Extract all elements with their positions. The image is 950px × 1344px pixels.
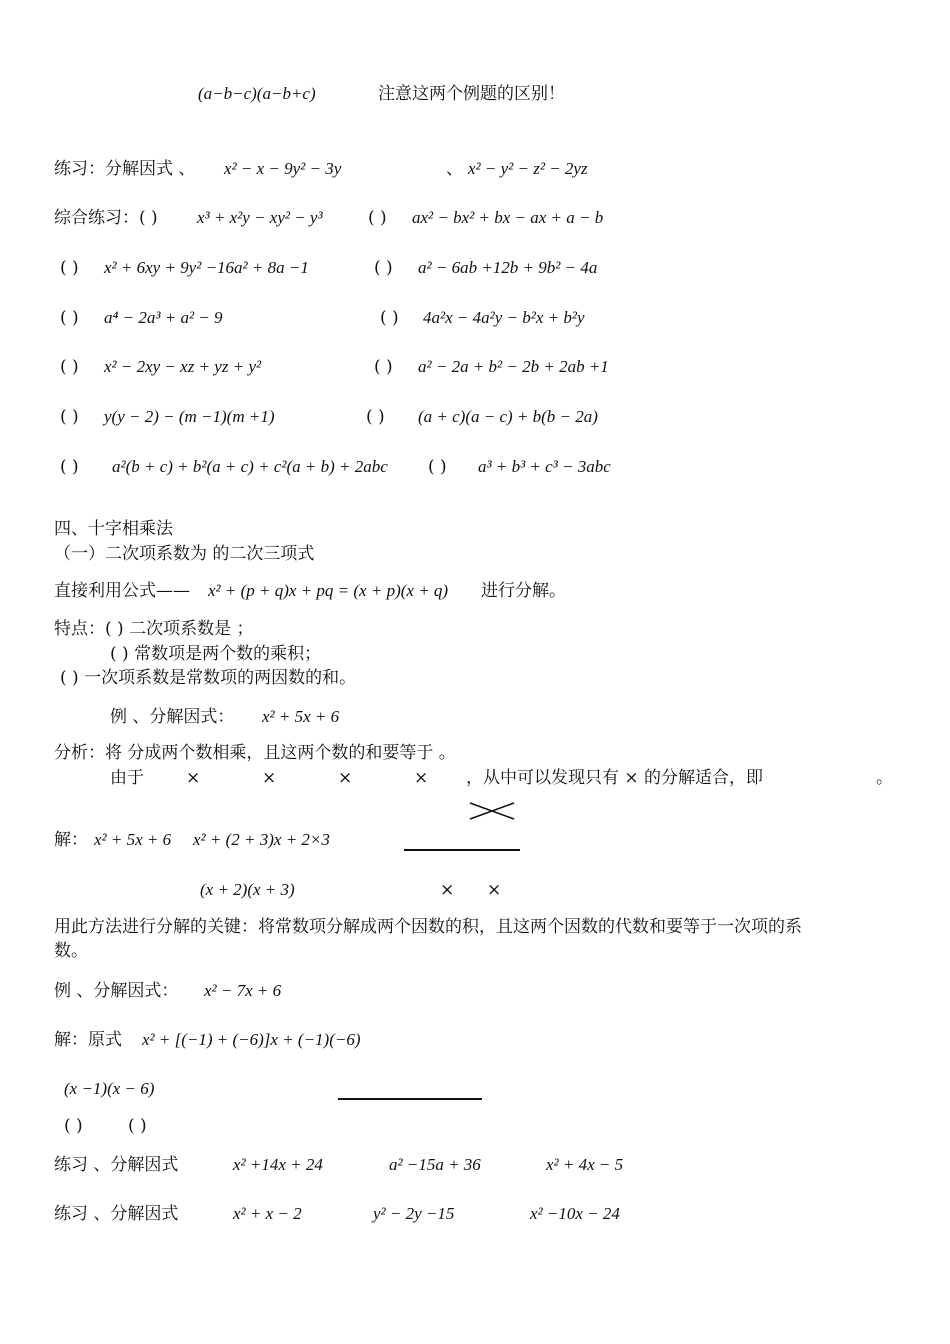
problem-4: a² − 6ab +12b + 9b² − 4a bbox=[418, 258, 598, 277]
blank-paren-1: ( ) bbox=[64, 1116, 83, 1136]
problem-12-label: ( ) bbox=[428, 457, 447, 477]
problem-6: 4a²x − 4a²y − b²x + b²y bbox=[423, 308, 585, 327]
example-2-label: 例 、分解因式： bbox=[54, 981, 179, 1001]
feature-2: ( ) 常数项是两个数的乘积； bbox=[110, 644, 322, 664]
problem-8: a² − 2a + b² − 2b + 2ab +1 bbox=[418, 357, 609, 376]
example-1-label: 例 、分解因式： bbox=[110, 707, 235, 727]
example-expression: (a−b−c)(a−b+c) bbox=[198, 84, 316, 103]
exercise-sep: 、 bbox=[446, 159, 463, 179]
solution-2-result: (x −1)(x − 6) bbox=[64, 1079, 155, 1098]
problem-10: (a + c)(a − c) + b(b − 2a) bbox=[418, 407, 598, 426]
formula: x² + (p + q)x + pq = (x + p)(x + q) bbox=[208, 581, 449, 600]
problem-1: x³ + x²y − xy² − y³ bbox=[197, 208, 323, 227]
practice-2-expr-2: y² − 2y −15 bbox=[373, 1204, 455, 1223]
solution-2-step: x² + [(−1) + (−6)]x + (−1)(−6) bbox=[142, 1030, 361, 1049]
problem-7: x² − 2xy − xz + yz + y² bbox=[104, 357, 262, 376]
problem-12: a³ + b³ + c³ − 3abc bbox=[478, 457, 611, 476]
practice-2-label: 练习 、分解因式 bbox=[54, 1204, 179, 1224]
solution-step: x² + (2 + 3)x + 2×3 bbox=[193, 830, 330, 849]
subsection-heading: （一）二次项系数为 的二次三项式 bbox=[54, 544, 315, 564]
formula-tail: 进行分解。 bbox=[481, 581, 566, 601]
exercise-expr-2: x² − y² − z² − 2yz bbox=[468, 159, 588, 178]
key-point-tail: 数。 bbox=[54, 941, 88, 961]
problem-11: a²(b + c) + b²(a + c) + c²(a + b) + 2abc bbox=[112, 457, 388, 476]
times-sign: × bbox=[440, 880, 455, 900]
times-sign: × bbox=[338, 768, 353, 788]
because-text: 由于 bbox=[110, 768, 144, 788]
practice-1-expr-2: a² −15a + 36 bbox=[389, 1155, 481, 1174]
key-point-text: 用此方法进行分解的关键：将常数项分解成两个因数的积，且这两个因数的代数和要等于一次项的系 bbox=[54, 917, 802, 937]
problem-8-label: ( ) bbox=[374, 357, 393, 377]
example-2-expr: x² − 7x + 6 bbox=[204, 981, 282, 1000]
cross-multiplication-diagram bbox=[469, 801, 515, 821]
feature-3: ( ) 一次项系数是常数项的两因数的和。 bbox=[60, 668, 357, 688]
problem-5: a⁴ − 2a³ + a² − 9 bbox=[104, 308, 223, 327]
comprehensive-label: 综合练习：( ) bbox=[54, 208, 158, 228]
problem-5-label: ( ) bbox=[60, 308, 79, 328]
solution-label: 解： bbox=[54, 830, 88, 850]
problem-9-label: ( ) bbox=[60, 407, 79, 427]
solution-expr: x² + 5x + 6 bbox=[94, 830, 172, 849]
feature-1: 特点：( ) 二次项系数是 ； bbox=[54, 619, 254, 639]
blank-paren-2: ( ) bbox=[128, 1116, 147, 1136]
practice-1-expr-1: x² +14x + 24 bbox=[233, 1155, 323, 1174]
problem-2: ax² − bx² + bx − ax + a − b bbox=[412, 208, 604, 227]
problem-9: y(y − 2) − (m −1)(m +1) bbox=[104, 407, 275, 426]
example-1-expr: x² + 5x + 6 bbox=[262, 707, 340, 726]
solution-result: (x + 2)(x + 3) bbox=[200, 880, 295, 899]
exercise-expr-1: x² − x − 9y² − 3y bbox=[224, 159, 342, 178]
divider-line bbox=[404, 849, 520, 851]
practice-1-label: 练习 、分解因式 bbox=[54, 1155, 179, 1175]
problem-3-label: ( ) bbox=[60, 258, 79, 278]
problem-3: x² + 6xy + 9y² −16a² + 8a −1 bbox=[104, 258, 309, 277]
times-sign: × bbox=[414, 768, 429, 788]
times-sign: × bbox=[186, 768, 201, 788]
problem-7-label: ( ) bbox=[60, 357, 79, 377]
problem-2-label: ( ) bbox=[368, 208, 387, 228]
section-heading: 四、十字相乘法 bbox=[54, 519, 173, 539]
conclusion-text: ，从中可以发现只有 × 的分解适合，即 bbox=[466, 768, 764, 788]
problem-10-label: ( ) bbox=[366, 407, 385, 427]
problem-6-label: ( ) bbox=[380, 308, 399, 328]
practice-2-expr-3: x² −10x − 24 bbox=[530, 1204, 620, 1223]
solution-2-label: 解：原式 bbox=[54, 1030, 122, 1050]
practice-1-expr-3: x² + 4x − 5 bbox=[546, 1155, 624, 1174]
problem-11-label: ( ) bbox=[60, 457, 79, 477]
times-sign: × bbox=[487, 880, 502, 900]
problem-4-label: ( ) bbox=[374, 258, 393, 278]
analysis-text: 分析：将 分成两个数相乘，且这两个数的和要等于 。 bbox=[54, 743, 456, 763]
practice-2-expr-1: x² + x − 2 bbox=[233, 1204, 302, 1223]
formula-intro: 直接利用公式—— bbox=[54, 581, 190, 601]
times-sign: × bbox=[262, 768, 277, 788]
note-text: 注意这两个例题的区别！ bbox=[378, 84, 565, 104]
exercise-label: 练习：分解因式 、 bbox=[54, 159, 196, 179]
divider-line bbox=[338, 1098, 482, 1100]
period: 。 bbox=[876, 768, 893, 788]
